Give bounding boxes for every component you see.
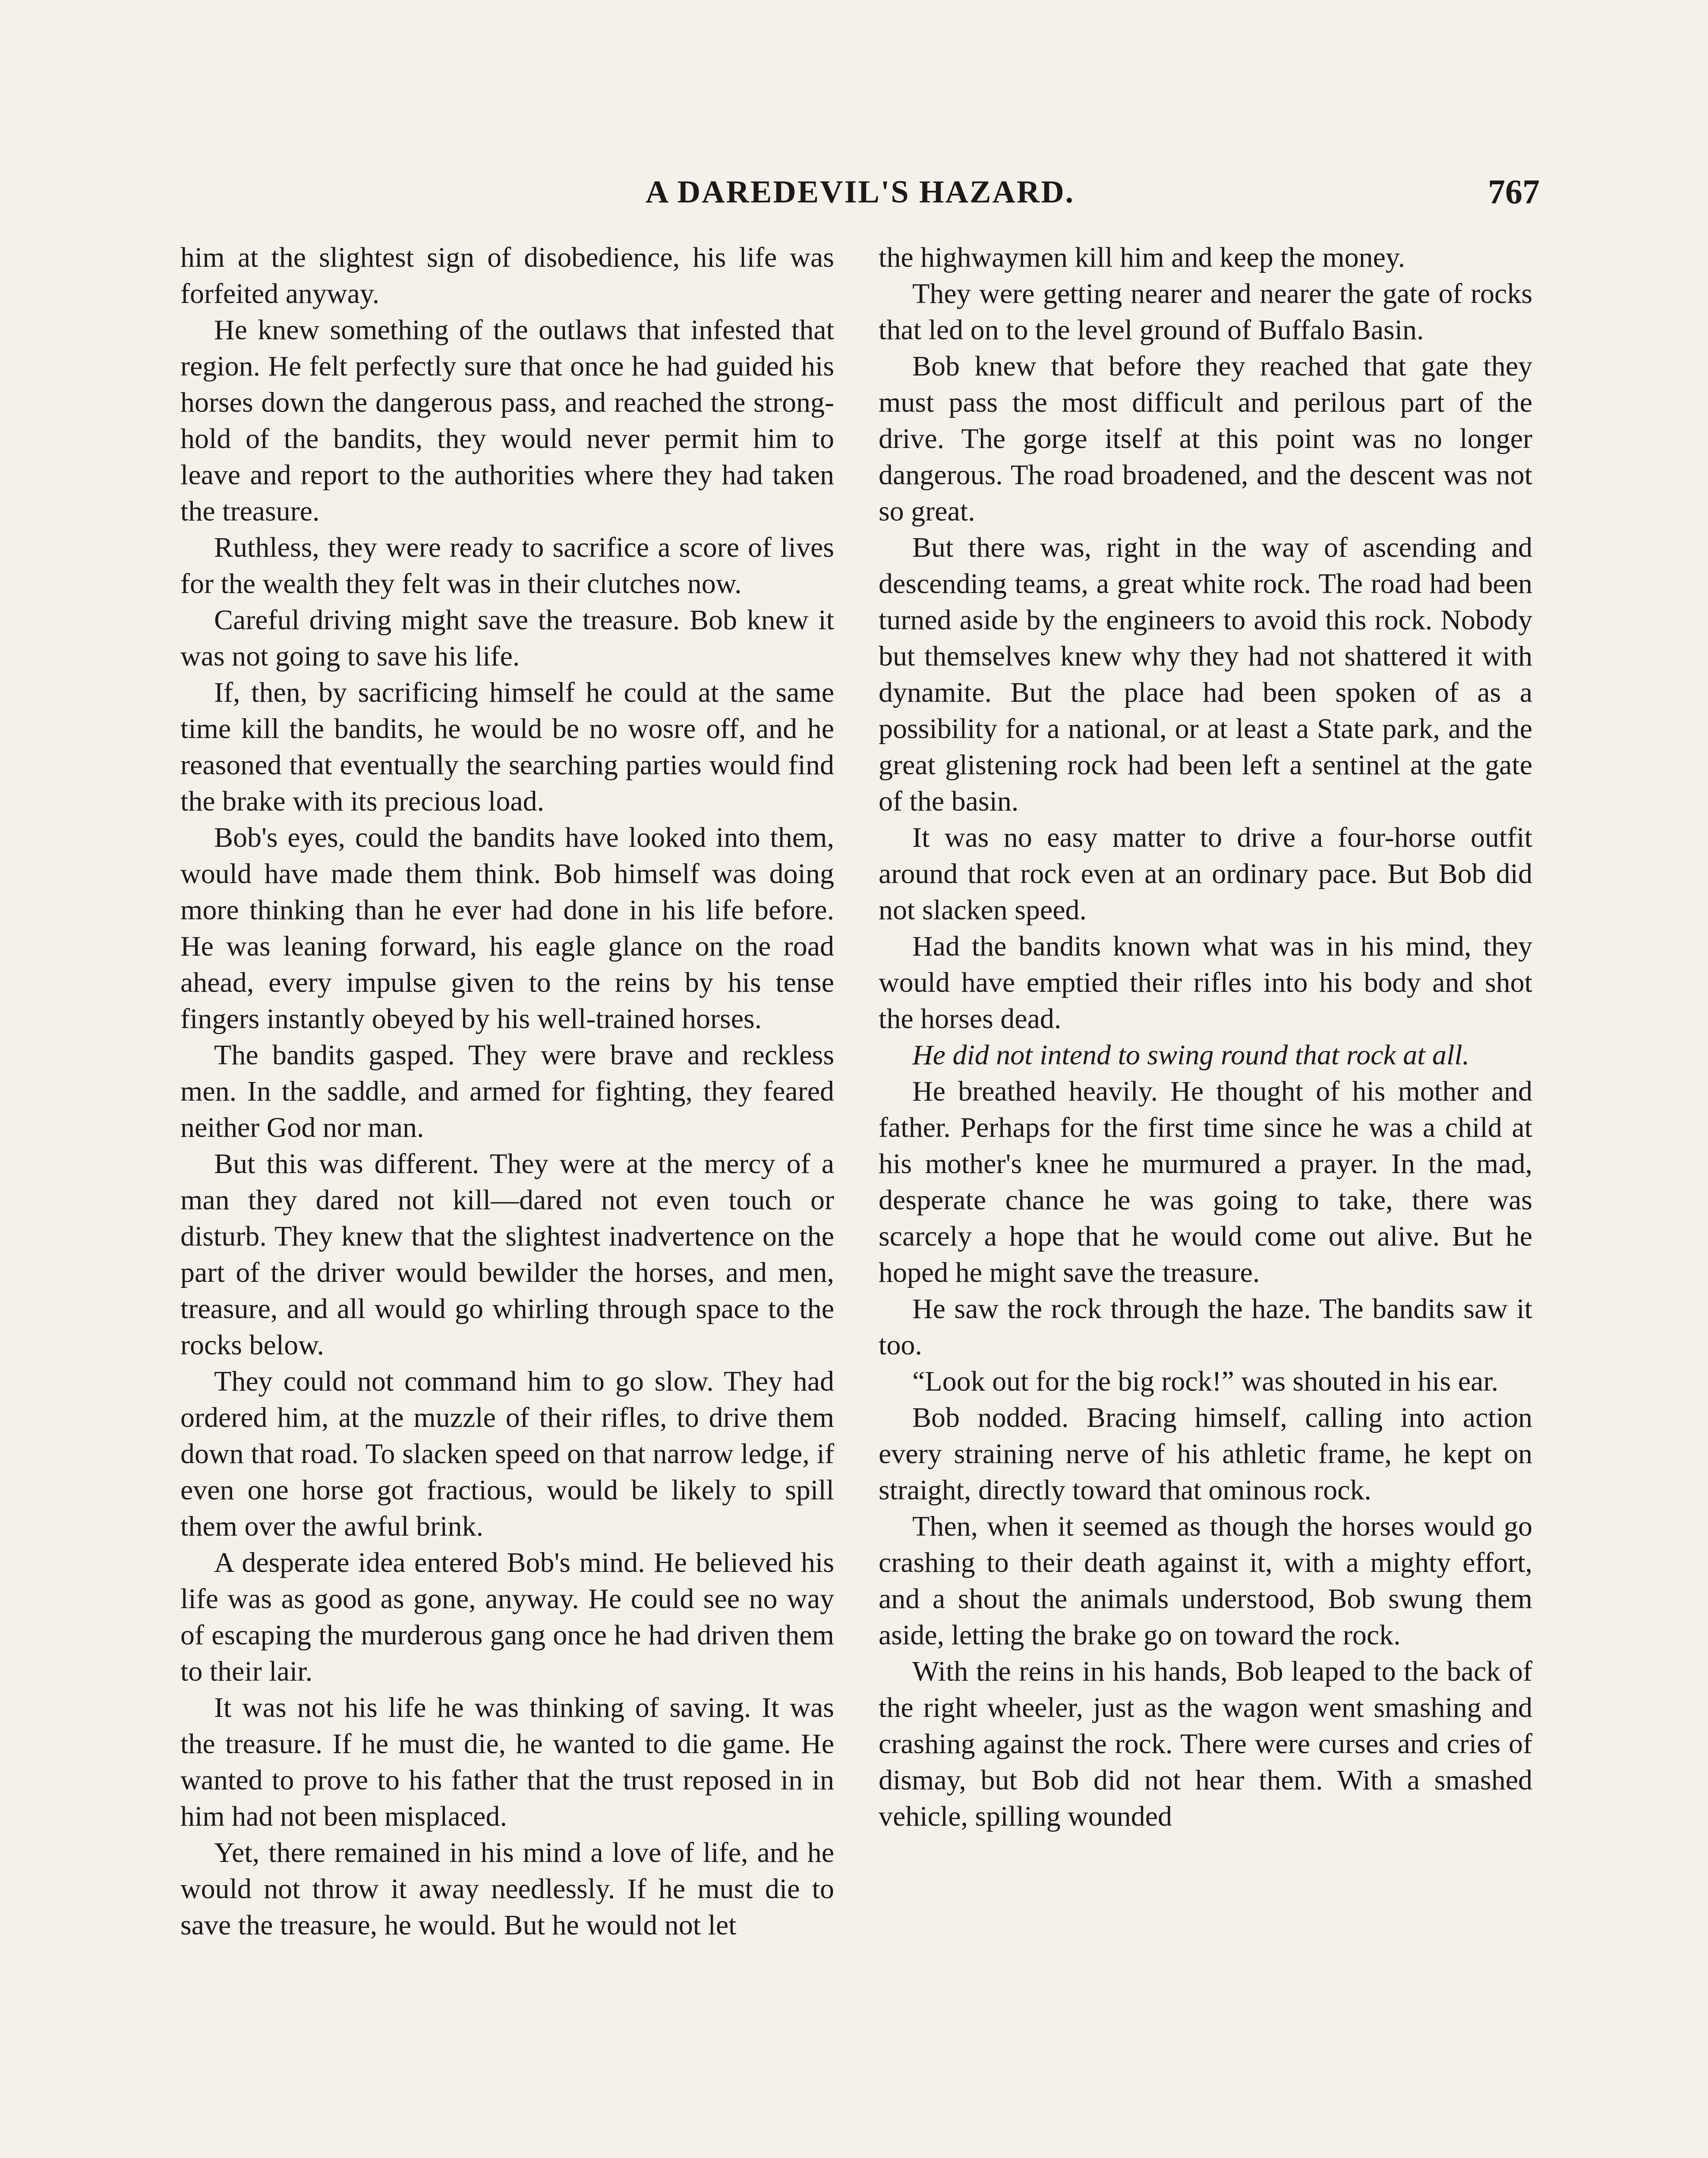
paragraph: him at the slightest sign of disobedience, his life was forfeited anyway. bbox=[180, 242, 834, 309]
paragraph: the highwaymen kill him and keep the money. bbox=[879, 242, 1405, 273]
page-title: A DAREDEVIL'S HAZARD. bbox=[645, 174, 1075, 210]
paragraph: “Look out for the big rock!” was shouted in his ear. bbox=[912, 1366, 1499, 1397]
paragraph: They were getting nearer and nearer the gate of rocks that led on to the level ground of Buffalo Basin. bbox=[879, 278, 1532, 346]
paragraph: If, then, by sacrificing himself he could at the same time kill the bandits, he would be no wosre off, and he reasoned that eventually the searching parties would find the brake with its precious load. bbox=[180, 677, 834, 817]
paragraph: Had the bandits known what was in his mind, they would have emptied their rifles into his body and shot the horses dead. bbox=[879, 931, 1532, 1035]
paragraph: He breathed heavily. He thought of his mother and father. Perhaps for the first time since he was a child at his mother's knee he murmured a prayer. In the mad, desperate chance he was going to take, there was scarcely a hope that he would come out alive. But he hoped he might save the treasure. bbox=[879, 1076, 1532, 1288]
paragraph: A desperate idea entered Bob's mind. He believed his life was as good as gone, anyway. He could see no way of escaping the murderous gang once he had driven them to their lair. bbox=[180, 1547, 834, 1687]
paragraph: Bob's eyes, could the bandits have looked into them, would have made them think. Bob himself was doing more thinking than he ever had done in his life before. He was leaning forward, his eagle glance on the road ahead, every impulse given to the reins by his tense fingers instantly obeyed by his well-trained horses. bbox=[180, 822, 834, 1035]
paragraph: Yet, there remained in his mind a love of life, and he would not throw it away needlessly. If he must die to save the treasure, he would. But he would not let bbox=[180, 1837, 834, 1941]
paragraph: They could not command him to go slow. They had ordered him, at the muzzle of their rifles, to drive them down that road. To slacken speed on that narrow ledge, if even one horse got fractious, would be likely to spill them over the awful brink. bbox=[180, 1366, 834, 1542]
paragraph: Ruthless, they were ready to sacrifice a score of lives for the wealth they felt was in their clutches now. bbox=[180, 532, 834, 599]
running-head bbox=[180, 168, 1540, 216]
paragraph: But there was, right in the way of ascending and descending teams, a great white rock. The road had been turned aside by the engineers to avoid this rock. Nobody but themselves knew why they had not shattered it with dynamite. But the place had been spoken of as a possibility for a national, or at least a State park, and the great glistening rock had been left a sentinel at the gate of the basin. bbox=[879, 532, 1532, 817]
paragraph: Careful driving might save the treasure. Bob knew it was not going to save his life. bbox=[180, 604, 834, 672]
paragraph: Bob nodded. Bracing himself, calling into action every straining nerve of his athletic frame, he kept on straight, directly toward that ominous rock. bbox=[879, 1402, 1532, 1506]
paragraph: With the reins in his hands, Bob leaped to the back of the right wheeler, just as the wagon went smashing and crashing against the rock. There were curses and cries of dismay, but Bob did not hear them. With a smashed vehicle, spilling wounded bbox=[879, 1656, 1532, 1832]
text-column-left bbox=[180, 240, 834, 1943]
paragraph: It was not his life he was thinking of saving. It was the treasure. If he must die, he wanted to die game. He wanted to prove to his father that the trust reposed in in him had not been misplaced. bbox=[180, 1692, 834, 1832]
paragraph: Bob knew that before they reached that gate they must pass the most difficult and perilous part of the drive. The gorge itself at this point was no longer dangerous. The road broadened, and the descent was not so great. bbox=[879, 350, 1532, 527]
paragraph: It was no easy matter to drive a four-horse outfit around that rock even at an ordinary pace. But Bob did not slacken speed. bbox=[879, 822, 1532, 926]
paragraph: But this was different. They were at the mercy of a man they dared not kill—dared not even touch or disturb. They knew that the slightest inadvertence on the part of the driver would bewilder the horses, and men, treasure, and all would go whirling through space to the rocks below. bbox=[180, 1148, 834, 1361]
paragraph: He knew something of the outlaws that infested that region. He felt perfectly sure that once he had guided his horses down the dangerous pass, and reached the stronghold of the bandits, they would never permit him to leave and report to the authorities where they had taken the treasure. bbox=[180, 314, 834, 527]
paragraph: He saw the rock through the haze. The bandits saw it too. bbox=[879, 1293, 1532, 1361]
text-column-right bbox=[879, 240, 1532, 1835]
paragraph: Then, when it seemed as though the horses would go crashing to their death against it, with a mighty effort, and a shout the animals understood, Bob swung them aside, letting the brake go on toward the rock. bbox=[879, 1511, 1532, 1651]
page-number: 767 bbox=[1488, 173, 1540, 211]
paragraph: He did not intend to swing round that rock at all. bbox=[912, 1039, 1470, 1071]
paragraph: The bandits gasped. They were brave and reckless men. In the saddle, and armed for fighting, they feared neither God nor man. bbox=[180, 1039, 834, 1143]
